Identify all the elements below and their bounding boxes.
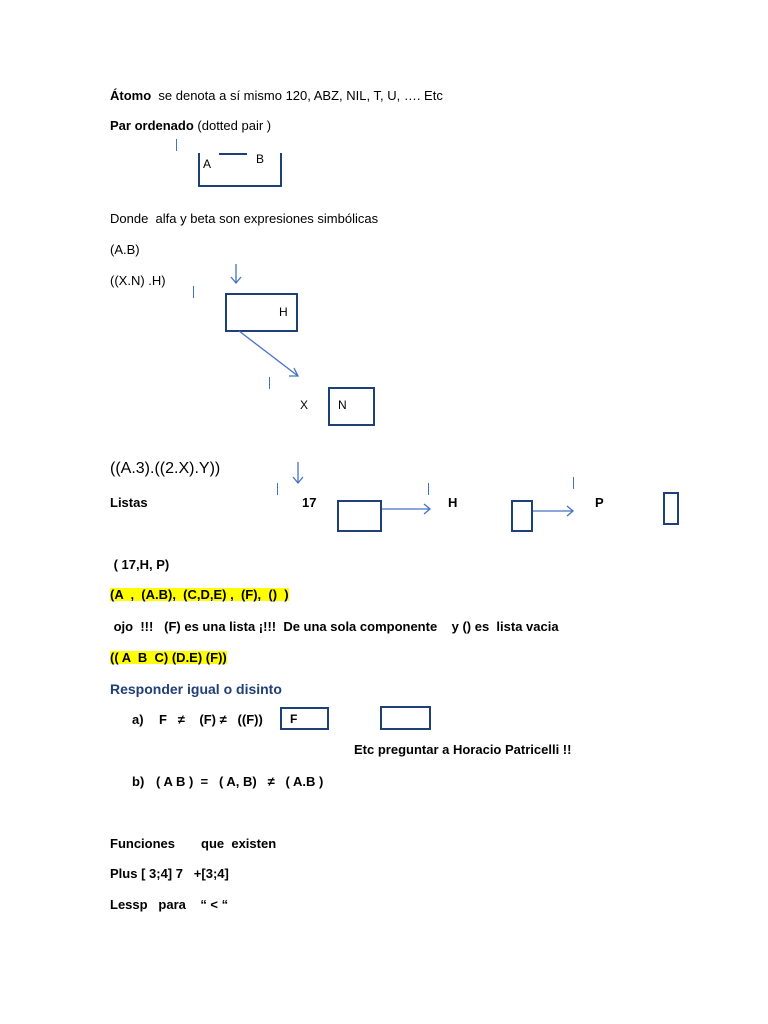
arrow-down-icon — [293, 462, 303, 483]
question-b-text: ( A B ) = ( A, B) ≠ ( A.B ) — [156, 774, 324, 789]
list-item-p: P — [595, 495, 604, 510]
list-item-h: H — [448, 495, 458, 510]
atomo-text: se denota a sí mismo 120, ABZ, NIL, T, U, …. Etc — [151, 88, 443, 103]
funciones-label: Funciones — [110, 836, 176, 851]
cell-x-label: X — [300, 398, 309, 412]
list-example-a: (A , (A.B), (C,D,E) , (F), () ) — [110, 587, 289, 602]
list-example-b: (( A B C) (D.E) (F)) — [110, 650, 227, 665]
arrow-right-icon — [533, 506, 573, 516]
par-text: (dotted pair ) — [193, 118, 272, 133]
funciones-text: que existen — [201, 836, 277, 851]
lessp-line: Lessp para “ < “ — [110, 897, 229, 912]
question-b-label: b) — [132, 774, 145, 789]
question-a-cell-empty — [380, 706, 431, 730]
question-a-cell-label: F — [290, 712, 298, 726]
example-ab: (A.B) — [110, 242, 140, 257]
cell-h-label: H — [279, 305, 288, 319]
donde-text: Donde alfa y beta son expresiones simbólicas — [110, 211, 379, 226]
ojo-note: ojo !!! (F) es una lista ¡!!! De una sola componente y () es lista vacia — [110, 619, 559, 634]
cell-a-label: A — [203, 157, 212, 171]
question-a-text: F ≠ (F) ≠ ((F)) — [159, 712, 263, 727]
cell-b-label: B — [256, 152, 265, 166]
listas-label: Listas — [110, 495, 148, 510]
responder-heading: Responder igual o disinto — [110, 681, 282, 697]
example-xnh: ((X.N) .H) — [110, 273, 166, 288]
par-term: Par ordenado — [110, 118, 194, 133]
cell-n-label: N — [338, 398, 347, 412]
atomo-term: Átomo — [110, 88, 152, 103]
question-a-cell-f — [280, 707, 329, 730]
arrow-down-icon — [231, 264, 241, 283]
example-nested: ((A.3).((2.X).Y)) — [110, 460, 221, 477]
list-17hp: ( 17,H, P) — [110, 557, 170, 572]
arrow-right-icon — [382, 504, 430, 514]
question-a-label: a) — [132, 712, 144, 727]
etc-note: Etc preguntar a Horacio Patricelli !! — [354, 742, 572, 757]
plus-line: Plus [ 3;4] 7 +[3;4] — [110, 866, 229, 881]
arrow-diagonal-icon — [239, 331, 298, 376]
list-item-17: 17 — [302, 495, 317, 510]
